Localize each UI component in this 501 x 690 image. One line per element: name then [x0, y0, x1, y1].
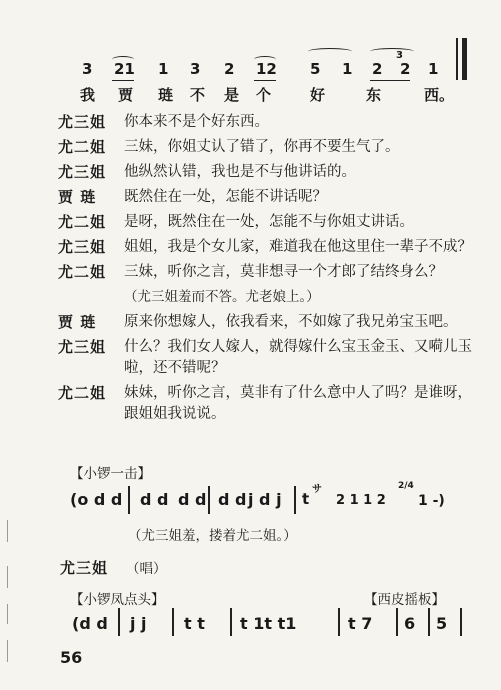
speech-text: 你本来不是个好东西。 [124, 114, 269, 130]
role-name: 尤三姐 [58, 113, 107, 131]
dialogue-line [58, 112, 478, 133]
dialogue-line [58, 237, 478, 258]
role-name: 尤二姐 [58, 384, 107, 402]
lyric-char: 是 [224, 86, 240, 104]
lyric-char: 不 [190, 86, 206, 104]
percussion-group: d d [178, 490, 207, 509]
percussion-group: t 7 [348, 614, 373, 633]
percussion-group: d d [218, 490, 247, 509]
barline [396, 608, 398, 636]
dialogue-block [58, 112, 478, 429]
dialogue-line [58, 162, 478, 183]
barline [118, 608, 120, 636]
underline-beat [370, 80, 410, 81]
speech-text: 三妹，听你之言，莫非想寻一个才郎了结终身么？ [124, 264, 443, 280]
percussion-group: t [302, 490, 310, 508]
speech-text: 他纵然认错，我也是不与他讲话的。 [124, 164, 356, 180]
margin-mark [7, 604, 8, 624]
underline-beat [112, 80, 134, 81]
role-name: 贾 琏 [58, 313, 97, 331]
speech-text: 三妹，你姐丈认了错了，你再不要生气了。 [124, 139, 400, 155]
note: 5 [310, 60, 321, 78]
dialogue-line [58, 187, 478, 208]
percussion-group: 5 [436, 614, 448, 633]
free-tempo-mark: サ [312, 484, 322, 495]
grace-note: 3 [396, 50, 403, 61]
speech-text: 既然住在一处，怎能不讲话呢？ [124, 189, 327, 205]
speech-text: 姐姐，我是个女儿家，难道我在他这里住一辈子不成？ [124, 239, 472, 255]
percussion-label: 【小锣一击】 [70, 466, 151, 482]
percussion-group: (d d [72, 614, 108, 633]
role-name: 尤二姐 [58, 138, 107, 156]
speech-text: 妹妹，听你之言，莫非有了什么意中人了吗？是谁呀，跟姐姐我说说。 [124, 385, 472, 422]
role-name: 尤三姐 [58, 163, 107, 181]
speech-text: 是呀，既然住在一处，怎能不与你姐丈讲话。 [124, 214, 414, 230]
note: 1 [428, 60, 439, 78]
percussion-tail: 2 1 1 2 [336, 493, 386, 508]
lyric-char: 贾 [118, 86, 134, 104]
percussion-group: j d j [248, 490, 282, 509]
barline [230, 608, 232, 636]
stage-direction: （尤三姐羞而不答。尤老娘上。） [124, 289, 320, 305]
role-name: 尤二姐 [58, 213, 107, 231]
percussion-label: 【小锣凤点头】 [70, 592, 165, 608]
role-name: 尤三姐 [58, 338, 107, 356]
lyric-char: 个 [256, 86, 272, 104]
note: 2 [224, 60, 235, 78]
margin-mark [7, 520, 8, 542]
dialogue-line [58, 262, 478, 283]
lyrics-line [78, 84, 498, 106]
underline-beat [254, 80, 276, 81]
barline [172, 608, 174, 636]
slur [254, 56, 276, 63]
percussion-label: 【西皮摇板】 [364, 592, 445, 608]
grace-mark: 2/4 [398, 481, 414, 491]
lyric-char: 西。 [424, 86, 455, 104]
speech-text: 原来你想嫁人，依我看来，不如嫁了我兄弟宝玉吧。 [124, 314, 458, 330]
margin-mark [7, 566, 8, 588]
role-name: 尤三姐 [60, 559, 109, 577]
barline [294, 486, 296, 514]
note: 1 [342, 60, 353, 78]
barline [338, 608, 340, 636]
slur [370, 48, 414, 55]
role-name: 尤二姐 [58, 263, 107, 281]
note: 2 [400, 60, 411, 78]
note: 3 [82, 60, 93, 78]
dialogue-line [58, 383, 478, 425]
note: 1 [158, 60, 169, 78]
slur [308, 48, 352, 55]
barline [428, 608, 430, 636]
lyric-char: 琏 [158, 86, 174, 104]
jianpu-notation [78, 50, 478, 82]
role-name: 贾 琏 [58, 188, 97, 206]
percussion-group: t 1t t1 [240, 614, 297, 633]
percussion-group: (o d d [70, 490, 123, 509]
percussion-group: j j [130, 614, 147, 633]
lyric-char: 好 [310, 86, 326, 104]
margin-mark [7, 640, 8, 662]
barline [460, 608, 462, 636]
lyric-char: 我 [80, 86, 96, 104]
note: 12 [256, 60, 277, 78]
barline [208, 486, 210, 514]
percussion-end: 1 -) [418, 493, 445, 509]
barline [128, 486, 130, 514]
slur [112, 56, 134, 63]
dialogue-line [58, 212, 478, 233]
percussion-group: t t [184, 614, 205, 633]
sing-mode: （唱） [126, 561, 167, 577]
stage-direction: （尤三姐羞，搂着尤二姐。） [128, 528, 297, 544]
percussion-group: d d [140, 490, 169, 509]
speech-text: 什么？我们女人嫁人，就得嫁什么宝玉金玉、又嗬儿玉啦，还不错呢？ [124, 339, 472, 376]
dialogue-line [58, 137, 478, 158]
note: 3 [190, 60, 201, 78]
dialogue-line [58, 337, 478, 379]
role-name: 尤三姐 [58, 238, 107, 256]
page-number: 56 [60, 648, 83, 667]
percussion-group: 6 [404, 614, 416, 633]
lyric-char: 东 [366, 86, 382, 104]
note: 2 [372, 60, 383, 78]
dialogue-line [58, 312, 478, 333]
note: 21 [114, 60, 135, 78]
